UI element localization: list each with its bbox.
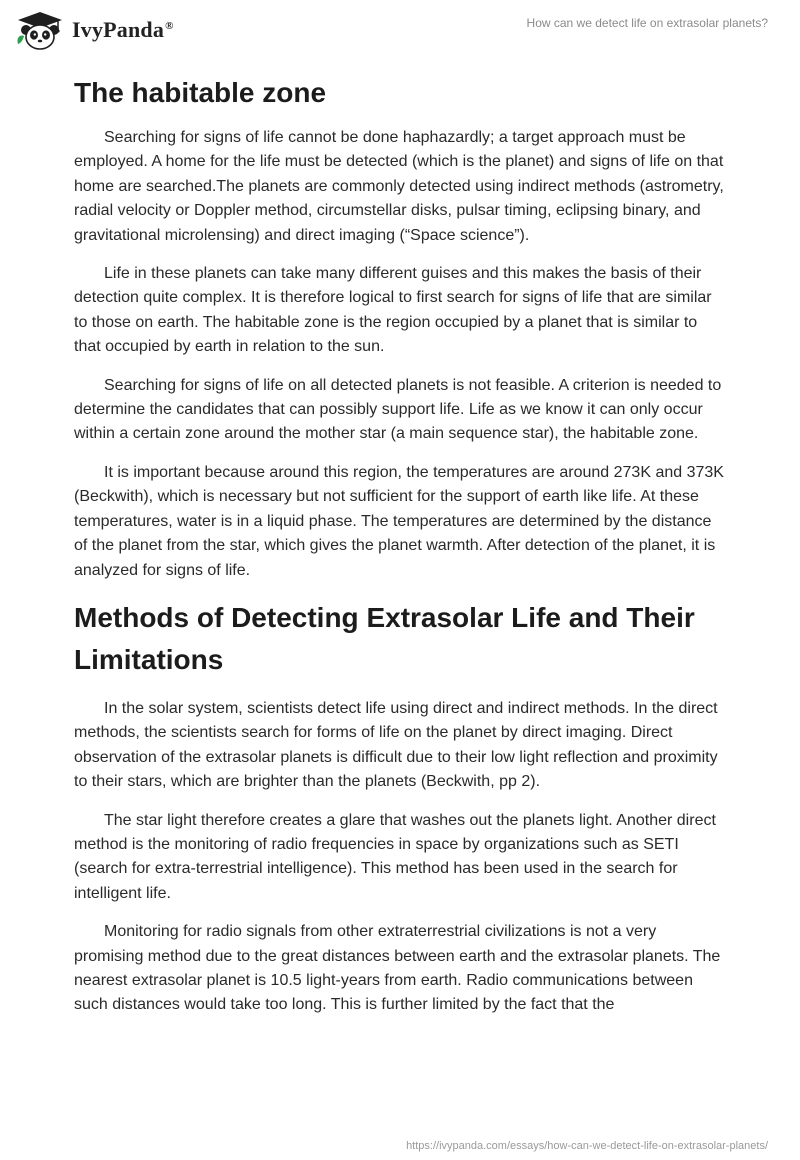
section-heading: The habitable zone xyxy=(74,77,327,108)
footer-url[interactable]: https://ivypanda.com/essays/how-can-we-detect-life-on-extrasolar-planets/ xyxy=(406,1140,768,1152)
paragraph: Searching for signs of life cannot be done haphazardly; a target approach must be employed. A home for the life must be detected (which is the planet) and signs of life on that home are searched.The planets are commonly detected using indirect methods (astrometry, radial velocity or Doppler method, circumstellar disks, pulsar timing, eclipsing binary, and gravitational microlensing) and direct imaging (“Space science”). xyxy=(74,129,724,244)
page-header-title: How can we detect life on extrasolar planets? xyxy=(526,16,768,30)
paragraph: Monitoring for radio signals from other extraterrestrial civilizations is not a very promising method due to the great distances between earth and the extrasolar planets. The nearest extrasolar planet is 10.5 light-years from earth. Radio communications between such distances would take too long. This is further limited by the fact that the xyxy=(74,923,721,1014)
paragraph: In the solar system, scientists detect life using direct and indirect methods. In the direct methods, the scientists search for forms of life on the planet by direct imaging. Direct observation of the extrasolar planets is difficult due to their low light reflection and proximity to their stars, which are brighter than the planets (Beckwith, pp 2). xyxy=(74,699,718,791)
paragraph: It is important because around this region, the temperatures are around 273K and 373K (Beckwith), which is necessary but not sufficient for the support of earth like life. At these temperatures, water is in a liquid phase. The temperatures are determined by the distance of the planet from the star, which gives the planet warmth. After detection of the planet, it is analyzed for signs of life. xyxy=(74,463,724,579)
paragraph: Life in these planets can take many different guises and this makes the basis of their detection quite complex. It is therefore logical to first search for signs of life that are similar to those on earth. The habitable zone is the region occupied by a planet that is similar to that occupied by earth in relation to the sun. xyxy=(74,265,712,356)
article-content xyxy=(74,72,726,1032)
page-header xyxy=(0,0,800,60)
section-heading: Methods of Detecting Extrasolar Life and Their Limitations xyxy=(74,601,695,675)
brand-name: IvyPanda® xyxy=(72,17,174,42)
panda-icon xyxy=(14,10,66,50)
paragraph: Searching for signs of life on all detected planets is not feasible. A criterion is needed to determine the candidates that can possibly support life. Life as we know it can only occur within a certain zone around the mother star (a main sequence star), the habitable zone. xyxy=(74,376,722,443)
registered-mark: ® xyxy=(165,19,174,32)
ivypanda-logo[interactable] xyxy=(14,10,174,50)
paragraph: The star light therefore creates a glare that washes out the planets light. Another direct method is the monitoring of radio frequencies in space by organizations such as SETI (search for extra-terrestrial intelligence). This method has been used in the search for intelligent life. xyxy=(74,811,716,902)
